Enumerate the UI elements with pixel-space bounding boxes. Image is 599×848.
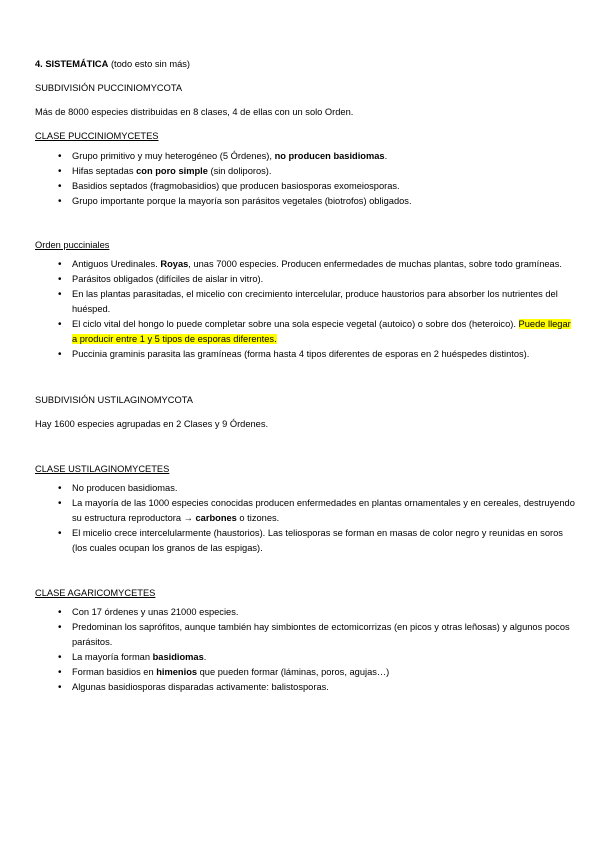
list-item: • El micelio crece intercelularmente (haustorios). Las teliosporas se forman en masas de color negro y reunidas en soros (los cuales ocupan los granos de las espigas). xyxy=(35,526,575,556)
bullet-list-pucciniales xyxy=(35,257,575,362)
list-item: • En las plantas parasitadas, el micelio con crecimiento intercelular, produce haustorios para absorber los nutrientes del huésped. xyxy=(35,287,575,317)
list-item: • Basidios septados (fragmobasidios) que producen basiosporas exomeiosporas. xyxy=(35,179,575,194)
section-number-title: 4. SISTEMÁTICA xyxy=(35,59,109,69)
order-title-pucciniales: Orden pucciniales xyxy=(35,240,110,250)
bullet-list-pucciniomycetes xyxy=(35,149,575,209)
section-heading xyxy=(35,58,575,71)
document-page xyxy=(35,58,575,695)
list-item: • Algunas basidiosporas disparadas activamente: balistosporas. xyxy=(35,680,575,695)
list-item: • La mayoría de las 1000 especies conocidas producen enfermedades en plantas ornamentales y en cereales, destruyendo su estructura reproductora → carbones o tizones. xyxy=(35,496,575,526)
class-title-pucciniomycetes: CLASE PUCCINIOMYCETES xyxy=(35,131,159,141)
subdivision-title-ustilaginomycota: SUBDIVISIÓN USTILAGINOMYCOTA xyxy=(35,395,193,405)
list-item: • No producen basidiomas. xyxy=(35,481,575,496)
list-item: • Grupo primitivo y muy heterogéneo (5 Órdenes), no producen basidiomas. xyxy=(35,149,575,164)
list-item: • Predominan los saprófitos, aunque también hay simbiontes de ectomicorrizas (en picos y otras leñosas) y algunos pocos parásitos. xyxy=(35,620,575,650)
list-item: • La mayoría forman basidiomas. xyxy=(35,650,575,665)
list-item: • Parásitos obligados (difíciles de aislar in vitro). xyxy=(35,272,575,287)
bullet-list-agaricomycetes xyxy=(35,605,575,695)
list-item: • Con 17 órdenes y unas 21000 especies. xyxy=(35,605,575,620)
section-note: (todo esto sin más) xyxy=(108,59,190,69)
subdivision-text-pucciniomycota: Más de 8000 especies distribuidas en 8 clases, 4 de ellas con un solo Orden. xyxy=(35,107,354,117)
highlighted-text: Puede llegar a producir entre 1 y 5 tipos de esporas diferentes. xyxy=(72,319,571,344)
list-item: • Antiguos Uredinales. Royas, unas 7000 especies. Producen enfermedades de muchas plantas, sobre todo gramíneas. xyxy=(35,257,575,272)
list-item: • Grupo importante porque la mayoría son parásitos vegetales (biotrofos) obligados. xyxy=(35,194,575,209)
subdivision-text-ustilaginomycota: Hay 1600 especies agrupadas en 2 Clases y 9 Órdenes. xyxy=(35,419,269,429)
bullet-list-ustilaginomycetes xyxy=(35,481,575,556)
list-item: • Forman basidios en himenios que pueden formar (láminas, poros, agujas…) xyxy=(35,665,575,680)
class-title-agaricomycetes: CLASE AGARICOMYCETES xyxy=(35,588,156,598)
class-title-ustilaginomycetes: CLASE USTILAGINOMYCETES xyxy=(35,464,170,474)
list-item: • El ciclo vital del hongo lo puede completar sobre una sola especie vegetal (autoico) o sobre dos (heteroico). Puede llegar a producir entre 1 y 5 tipos de esporas diferentes. xyxy=(35,317,575,347)
list-item: • Puccinia graminis parasita las gramíneas (forma hasta 4 tipos diferentes de esporas en 2 huéspedes distintos). xyxy=(35,347,575,362)
subdivision-title-pucciniomycota: SUBDIVISIÓN PUCCINIOMYCOTA xyxy=(35,83,183,93)
list-item: • Hifas septadas con poro simple (sin doliporos). xyxy=(35,164,575,179)
